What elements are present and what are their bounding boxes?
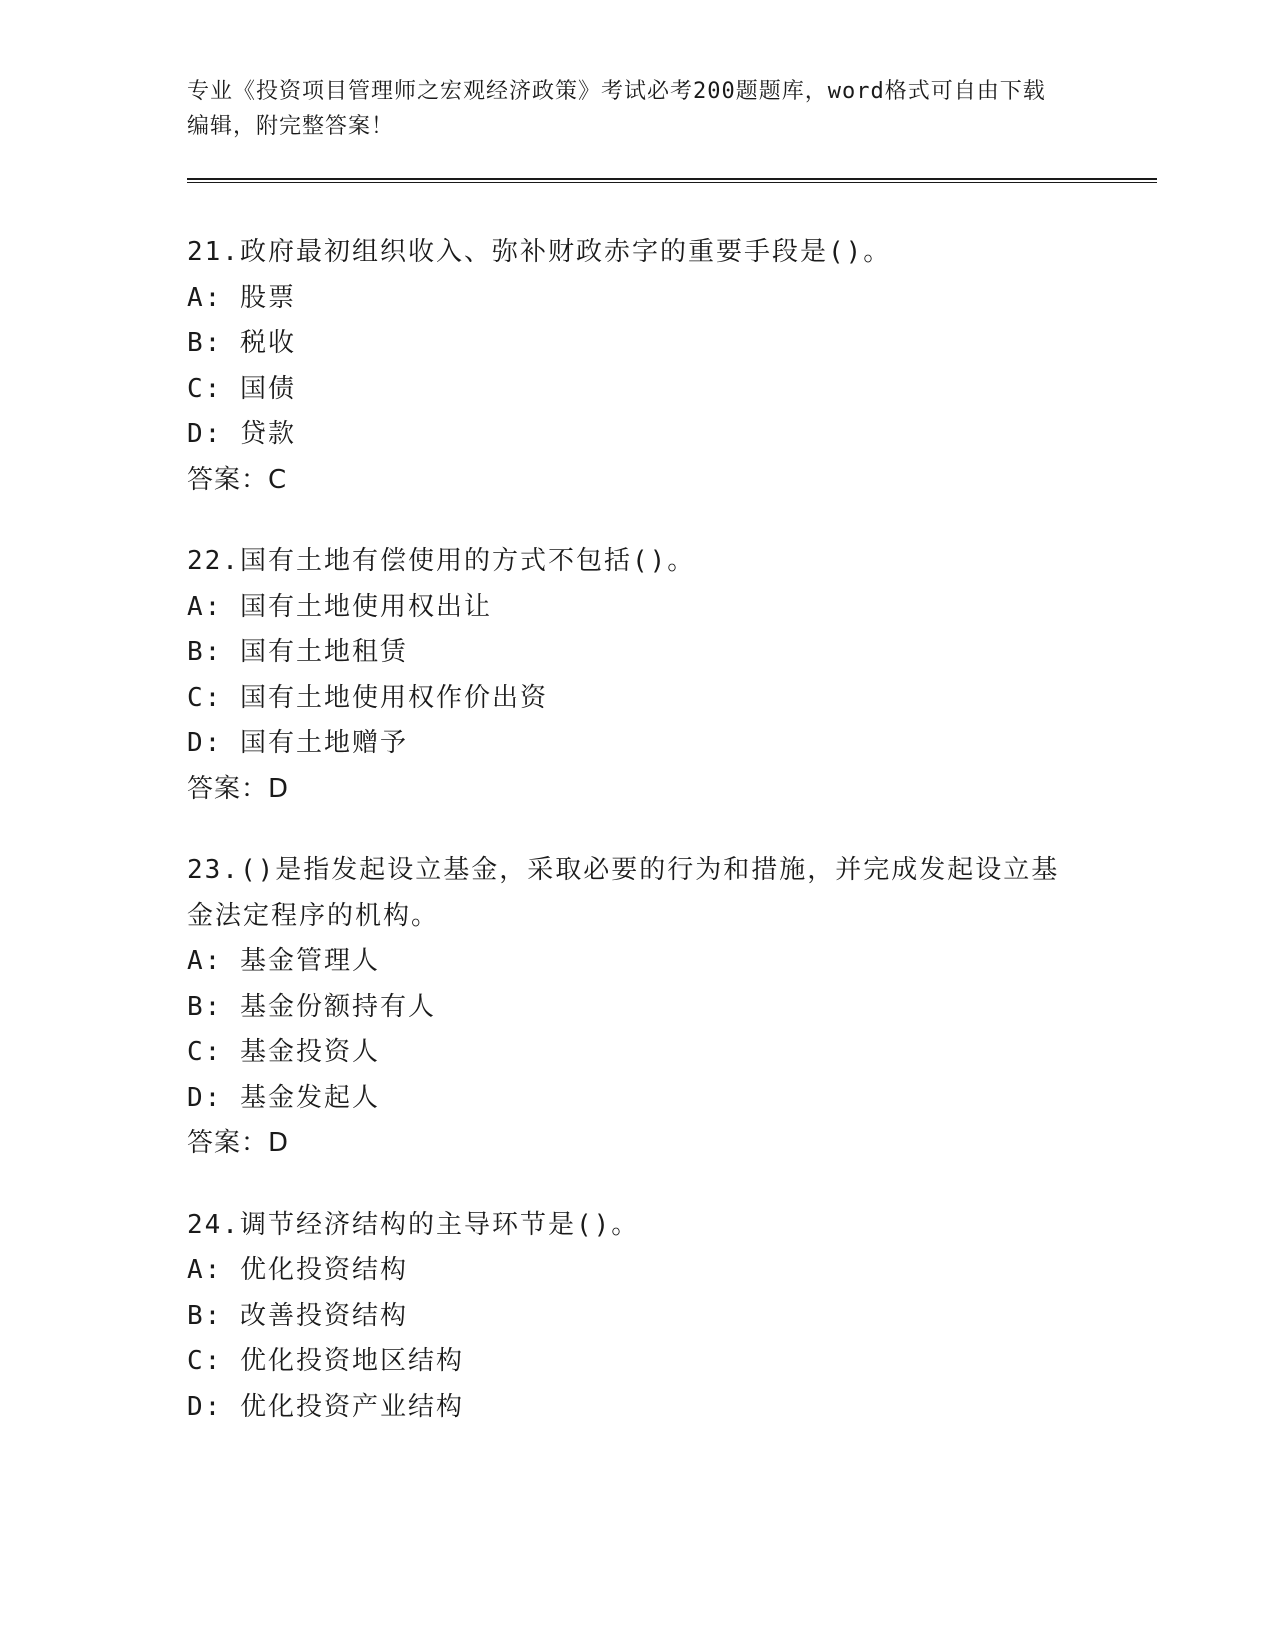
option-a: A: 国有土地使用权出让 <box>187 591 492 622</box>
answer-line: 答案：C <box>187 464 288 495</box>
option-c: C: 国有土地使用权作价出资 <box>187 682 548 713</box>
question-stem: 23.()是指发起设立基金，采取必要的行为和措施，并完成发起设立基金法定程序的机构。 <box>187 855 1060 931</box>
question-list <box>187 230 1087 1466</box>
option-d: D: 基金发起人 <box>187 1082 380 1113</box>
answer-line: 答案：D <box>187 773 290 804</box>
option-d: D: 贷款 <box>187 419 296 449</box>
header-divider-thick <box>187 178 1157 180</box>
option-a: A: 股票 <box>187 282 296 313</box>
option-b: B: 基金份额持有人 <box>187 991 436 1022</box>
option-a: A: 优化投资结构 <box>187 1255 408 1285</box>
question-21 <box>187 230 1087 503</box>
option-b: B: 改善投资结构 <box>187 1300 408 1331</box>
question-23 <box>187 848 1087 1167</box>
option-c: C: 国债 <box>187 373 296 404</box>
question-stem: 24.调节经济结构的主导环节是()。 <box>187 1209 640 1240</box>
option-d: D: 优化投资产业结构 <box>187 1391 464 1422</box>
answer-line: 答案：D <box>187 1128 290 1158</box>
question-24 <box>187 1203 1087 1431</box>
question-22 <box>187 539 1087 812</box>
option-d: D: 国有土地赠予 <box>187 728 408 758</box>
option-c: C: 基金投资人 <box>187 1037 380 1067</box>
document-header: 专业《投资项目管理师之宏观经济政策》考试必考200题题库，word格式可自由下载编辑，附完整答案！ <box>187 79 1046 139</box>
option-c: C: 优化投资地区结构 <box>187 1346 464 1376</box>
question-stem: 22.国有土地有偿使用的方式不包括()。 <box>187 546 696 576</box>
question-stem: 21.政府最初组织收入、弥补财政赤字的重要手段是()。 <box>187 237 892 267</box>
option-b: B: 税收 <box>187 328 296 358</box>
option-a: A: 基金管理人 <box>187 946 380 976</box>
header-divider-thin <box>187 182 1157 183</box>
option-b: B: 国有土地租赁 <box>187 637 408 667</box>
